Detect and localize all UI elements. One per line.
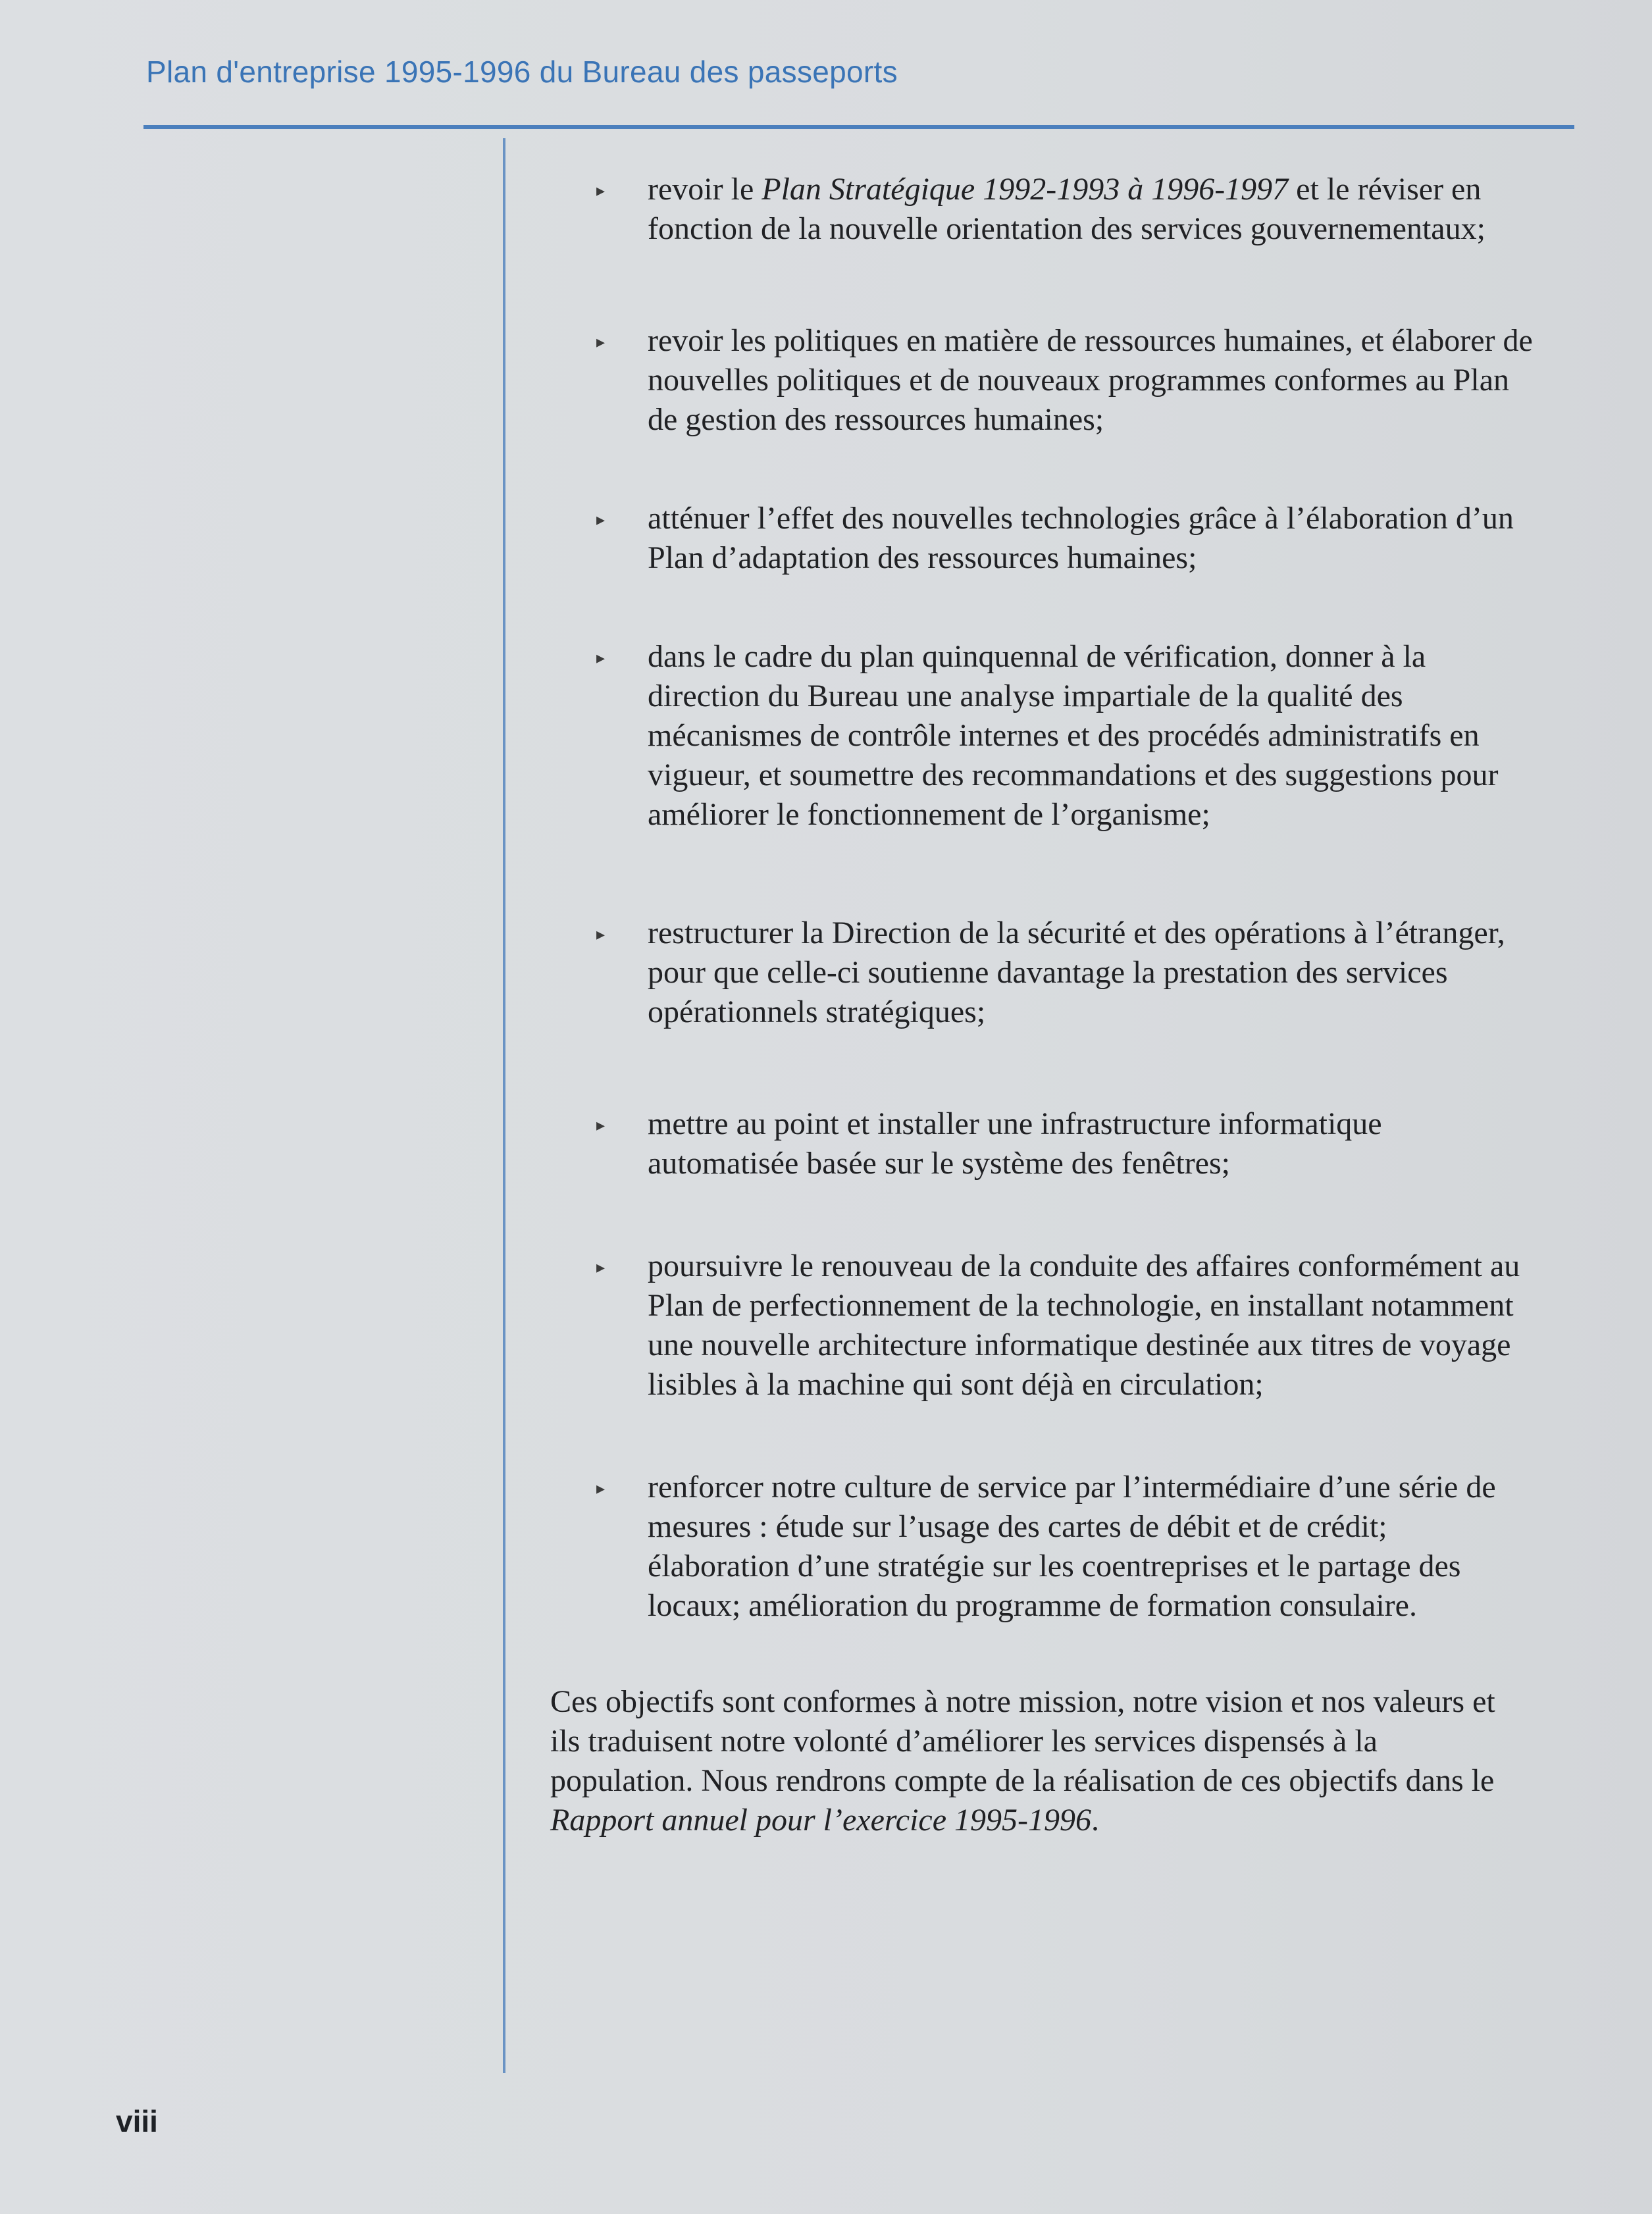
closing-text-post: . bbox=[1091, 1803, 1100, 1838]
list-item bbox=[579, 1104, 1534, 1183]
bullet-text: atténuer l’effet des nouvelles technologies grâce à l’élaboration d’un Plan d’adaptation des ressources humaines; bbox=[648, 501, 1514, 575]
closing-paragraph bbox=[550, 1682, 1498, 1840]
objectives-list bbox=[579, 170, 1534, 1698]
list-item bbox=[579, 1247, 1534, 1404]
list-item bbox=[579, 1468, 1534, 1626]
triangle-bullet-icon: ▸ bbox=[596, 510, 606, 529]
list-item bbox=[579, 637, 1534, 835]
column-divider-rule bbox=[503, 138, 505, 2073]
running-header-title: Plan d'entreprise 1995-1996 du Bureau des passeports bbox=[146, 55, 898, 89]
triangle-bullet-icon: ▸ bbox=[596, 181, 606, 200]
bullet-text: dans le cadre du plan quinquennal de vérification, donner à la direction du Bureau une analyse impartiale de la qualité des mécanismes de contrôle internes et des procédés administratifs en vigueur, et soumettre des recommandations et des suggestions pour améliorer le fonctionnement de l’organisme; bbox=[648, 639, 1499, 832]
page-number: viii bbox=[116, 2104, 158, 2138]
list-item bbox=[579, 914, 1534, 1032]
list-item bbox=[579, 170, 1534, 249]
triangle-bullet-icon: ▸ bbox=[596, 1116, 606, 1135]
bullet-text-post: et le réviser en fonction de la nouvelle orientation des services gouvernementaux; bbox=[648, 172, 1485, 246]
bullet-text-italic: Plan Stratégique 1992-1993 à 1996-1997 bbox=[761, 172, 1289, 207]
bullet-text: revoir les politiques en matière de ressources humaines, et élaborer de nouvelles politiques et de nouveaux programmes conformes au Plan de gestion des ressources humaines; bbox=[648, 323, 1533, 437]
triangle-bullet-icon: ▸ bbox=[596, 1479, 606, 1498]
bullet-text: poursuivre le renouveau de la conduite des affaires conformément au Plan de perfectionnement de la technologie, en installant notamment une nouvelle architecture informatique destinée aux titres de voyage lisibles à la machine qui sont déjà en circulation; bbox=[648, 1249, 1520, 1402]
list-item bbox=[579, 499, 1534, 578]
triangle-bullet-icon: ▸ bbox=[596, 1258, 606, 1277]
triangle-bullet-icon: ▸ bbox=[596, 925, 606, 944]
list-item bbox=[579, 321, 1534, 440]
bullet-text: restructurer la Direction de la sécurité et des opérations à l’étranger, pour que celle-ci soutienne davantage la prestation des services opérationnels stratégiques; bbox=[648, 915, 1505, 1029]
closing-text-pre: Ces objectifs sont conformes à notre mission, notre vision et nos valeurs et ils traduisent notre volonté d’améliorer les services dispensés à la population. Nous rendrons compte de la réalisation de ces objectifs dans le bbox=[550, 1684, 1495, 1798]
triangle-bullet-icon: ▸ bbox=[596, 648, 606, 667]
bullet-text-pre: revoir le bbox=[648, 172, 762, 207]
annual-report-title: Rapport annuel pour l’exercice 1995-1996 bbox=[550, 1803, 1092, 1838]
triangle-bullet-icon: ▸ bbox=[596, 332, 606, 351]
bullet-text: renforcer notre culture de service par l’intermédiaire d’une série de mesures : étude sur l’usage des cartes de débit et de crédit; élaboration d’une stratégie sur les coentreprises et le partage des locaux; amélioration du programme de formation consulaire. bbox=[648, 1470, 1496, 1623]
header-rule bbox=[143, 125, 1574, 129]
bullet-text: mettre au point et installer une infrastructure informatique automatisée basée sur le système des fenêtres; bbox=[648, 1106, 1382, 1181]
